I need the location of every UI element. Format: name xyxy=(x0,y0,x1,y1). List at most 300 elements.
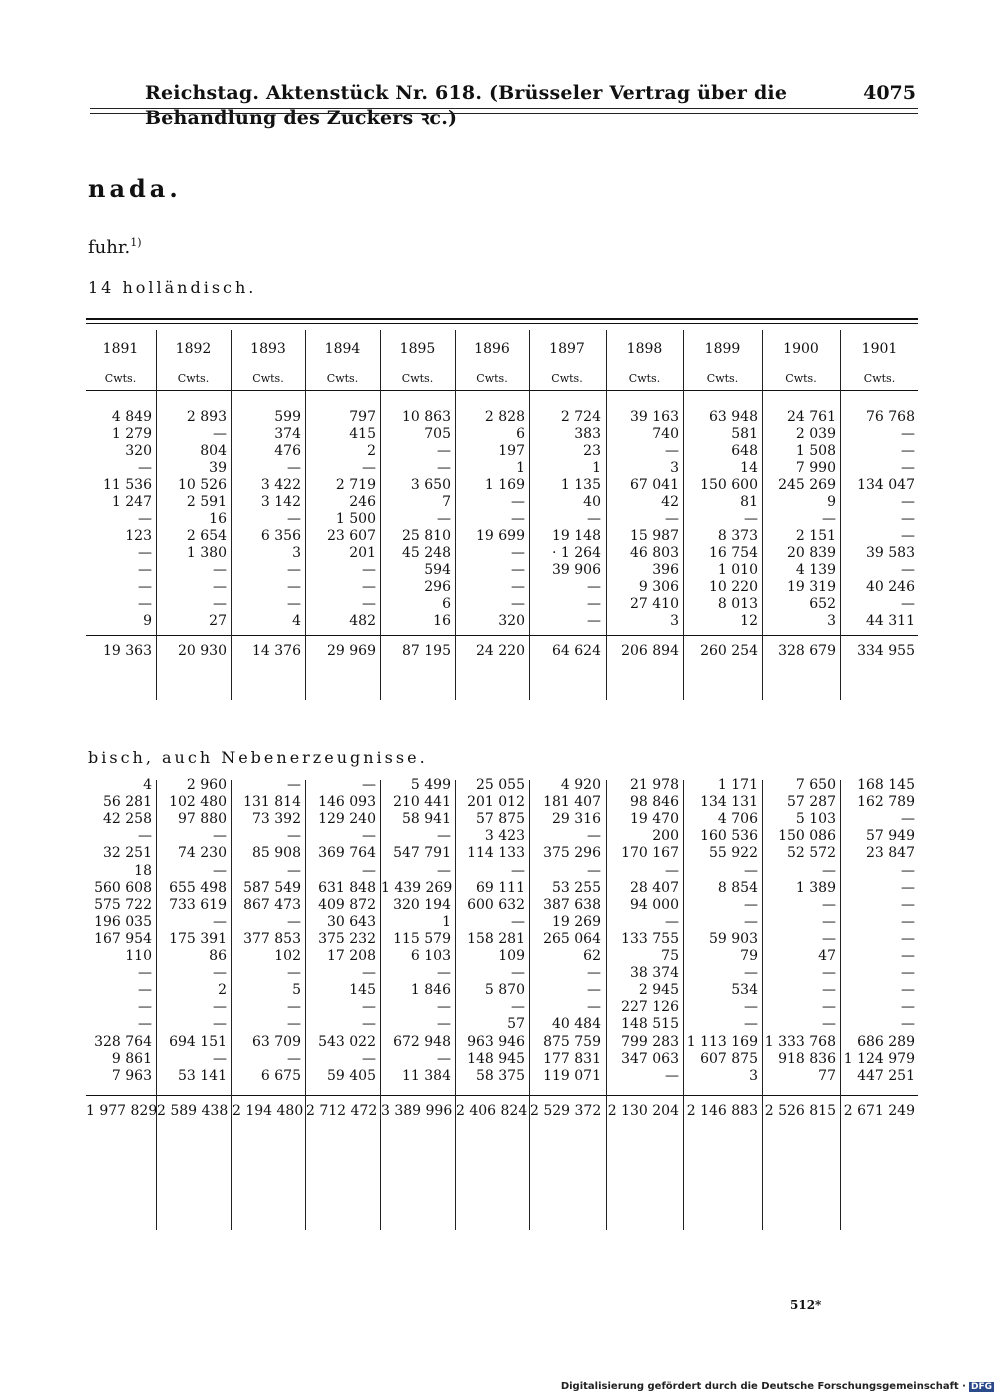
table-cell: 30 643 xyxy=(327,913,376,930)
total-cell: 14 376 xyxy=(252,643,301,659)
table-cell: — xyxy=(587,579,601,595)
table-cell: 119 071 xyxy=(543,1067,601,1084)
table-cell: 42 xyxy=(661,494,679,510)
table-cell: 245 269 xyxy=(778,477,836,493)
unit-header: Cwts. xyxy=(177,372,210,385)
table-cell: 16 xyxy=(433,613,451,629)
table-cell: — xyxy=(587,511,601,527)
table-cell: 115 579 xyxy=(393,930,451,947)
table-cell: 11 536 xyxy=(103,477,152,493)
table-cell: 85 908 xyxy=(252,845,301,862)
table-cell: 27 410 xyxy=(630,596,679,612)
table-cell: — xyxy=(665,1067,679,1084)
table-cell: 145 xyxy=(349,982,376,999)
table-cell: 1 247 xyxy=(111,494,152,510)
table-header-rule xyxy=(86,390,918,391)
table-cell: 40 484 xyxy=(552,1016,601,1033)
table-cell: 69 111 xyxy=(476,879,525,896)
table-cell: — xyxy=(587,965,601,982)
table-cell: 631 848 xyxy=(318,879,376,896)
table-cell: — xyxy=(901,460,915,476)
table-cell: 97 880 xyxy=(178,811,227,828)
table-cell: 396 xyxy=(652,562,679,578)
table-cell: 587 549 xyxy=(243,879,301,896)
table-cell: 265 064 xyxy=(543,930,601,947)
table-cell: 77 xyxy=(818,1067,836,1084)
table-cell: 4 920 xyxy=(560,777,601,793)
table-cell: 57 xyxy=(507,1016,525,1033)
header-rule xyxy=(90,113,918,114)
table-cell: — xyxy=(511,913,525,930)
table-cell: 39 906 xyxy=(552,562,601,578)
total-cell: 328 679 xyxy=(778,643,836,659)
table-cell: 19 319 xyxy=(787,579,836,595)
table-cell: — xyxy=(901,494,915,510)
table-cell: — xyxy=(437,1016,451,1033)
unit-header: Cwts. xyxy=(326,372,359,385)
table-cell: 415 xyxy=(349,426,376,442)
table-cell: 2 xyxy=(367,443,376,459)
table-cell: — xyxy=(287,828,301,845)
table-cell: 2 xyxy=(218,982,227,999)
table-cell: 45 248 xyxy=(402,545,451,561)
table-cell: 1 380 xyxy=(186,545,227,561)
table-cell: 6 356 xyxy=(260,528,301,544)
table-cell: 62 xyxy=(583,948,601,964)
table-cell: — xyxy=(511,545,525,561)
total-cell: 2 529 372 xyxy=(530,1103,602,1119)
total-cell: 19 363 xyxy=(103,643,152,659)
total-cell: 2 589 438 xyxy=(157,1103,229,1119)
table-cell: 73 392 xyxy=(252,811,301,828)
unit-header: Cwts. xyxy=(628,372,661,385)
table-cell: — xyxy=(901,811,915,828)
total-cell: 29 969 xyxy=(327,643,376,659)
table-cell: 1 439 269 xyxy=(381,879,453,896)
table-cell: 14 xyxy=(740,460,758,476)
table-cell: 19 699 xyxy=(476,528,525,544)
table-cell: — xyxy=(744,862,758,879)
total-cell: 2 194 480 xyxy=(232,1103,304,1119)
year-header: 1892 xyxy=(175,341,212,357)
table-cell: 963 946 xyxy=(467,1033,525,1050)
table-cell: — xyxy=(665,913,679,930)
table-cell: 733 619 xyxy=(169,896,227,913)
table-cell: — xyxy=(744,999,758,1016)
table-cell: — xyxy=(511,965,525,982)
year-header: 1893 xyxy=(250,341,286,357)
table-cell: 57 287 xyxy=(787,794,836,811)
table-cell: — xyxy=(213,1016,227,1033)
table-cell: — xyxy=(744,913,758,930)
table-top-rule xyxy=(86,318,918,320)
table-cell: 110 xyxy=(125,948,152,964)
table-cell: 476 xyxy=(274,443,301,459)
table-cell: 2 654 xyxy=(186,528,227,544)
table-cell: 10 220 xyxy=(709,579,758,595)
table-cell: 75 xyxy=(661,948,679,964)
table-cell: — xyxy=(822,1016,836,1033)
table-cell: — xyxy=(822,999,836,1016)
table-cell: 196 035 xyxy=(94,913,152,930)
table-cell: 2 828 xyxy=(484,409,525,425)
table-cell: — xyxy=(511,494,525,510)
table-cell: 170 167 xyxy=(621,845,679,862)
table-cell: — xyxy=(901,562,915,578)
table-cell: 1 169 xyxy=(484,477,525,493)
table-cell: 534 xyxy=(731,982,758,999)
subtitle-text: fuhr. xyxy=(88,237,131,258)
table-cell: 5 xyxy=(292,982,301,999)
table-cell: — xyxy=(901,896,915,913)
table-cell: — xyxy=(511,511,525,527)
table-cell: — xyxy=(138,982,152,999)
total-cell: 2 712 472 xyxy=(306,1103,378,1119)
table-cell: — xyxy=(213,999,227,1016)
table-cell: — xyxy=(287,511,301,527)
table-cell: 63 948 xyxy=(709,409,758,425)
year-header: 1894 xyxy=(324,341,361,357)
section-title-fragment: nada. xyxy=(88,174,182,203)
table-cell: 129 240 xyxy=(318,811,376,828)
table-cell: 74 230 xyxy=(178,845,227,862)
table-cell: 543 022 xyxy=(318,1033,376,1050)
footnote-marker: 1) xyxy=(130,236,142,249)
table-cell: 2 960 xyxy=(186,777,227,793)
total-cell: 2 130 204 xyxy=(607,1103,679,1119)
table-cell: 1 xyxy=(442,913,451,930)
table-cell: — xyxy=(213,426,227,442)
table-cell: 3 423 xyxy=(484,828,525,845)
table-cell: 296 xyxy=(424,579,451,595)
table-cell: 175 391 xyxy=(169,930,227,947)
table-cell: 102 480 xyxy=(169,794,227,811)
table-cell: 383 xyxy=(574,426,601,442)
year-header: 1897 xyxy=(549,341,585,357)
table-cell: 7 990 xyxy=(795,460,836,476)
table-cell: 705 xyxy=(424,426,451,442)
table-cell: 320 194 xyxy=(393,896,451,913)
table-cell: 134 131 xyxy=(700,794,758,811)
unit-header: Cwts. xyxy=(551,372,583,385)
table-cell: 133 755 xyxy=(621,930,679,947)
table-cell: 114 133 xyxy=(467,845,525,862)
table-cell: — xyxy=(437,443,451,459)
table-cell: 6 xyxy=(442,596,451,612)
table-cell: 44 311 xyxy=(866,613,915,629)
table-cell: 867 473 xyxy=(243,896,301,913)
table-cell: 7 963 xyxy=(111,1067,152,1084)
table-cell: 3 650 xyxy=(410,477,451,493)
table-cell: 15 987 xyxy=(630,528,679,544)
table-cell: 8 013 xyxy=(717,596,758,612)
table-cell: 23 847 xyxy=(866,845,915,862)
table-cell: — xyxy=(901,913,915,930)
section1-total-rule xyxy=(86,635,918,636)
table-cell: — xyxy=(362,828,376,845)
table-cell: 328 764 xyxy=(94,1033,152,1050)
section2-heading: bisch, auch Nebenerzeugnisse. xyxy=(88,748,428,767)
table-cell: 53 141 xyxy=(178,1067,227,1084)
table-cell: — xyxy=(511,999,525,1016)
table-cell: 1 389 xyxy=(795,879,836,896)
section2-total-rule xyxy=(86,1095,918,1096)
total-cell: 3 389 996 xyxy=(381,1103,453,1119)
table-cell: — xyxy=(437,828,451,845)
table-cell: — xyxy=(744,1016,758,1033)
table-cell: — xyxy=(901,965,915,982)
table-cell: 17 208 xyxy=(327,948,376,964)
table-cell: 4 xyxy=(292,613,301,629)
table-cell: — xyxy=(437,511,451,527)
table-cell: — xyxy=(901,879,915,896)
table-cell: — xyxy=(362,460,376,476)
table-cell: 158 281 xyxy=(467,930,525,947)
table-cell: 57 949 xyxy=(866,828,915,845)
table-cell: — xyxy=(587,982,601,999)
table-cell: 11 384 xyxy=(402,1067,451,1084)
table-cell: — xyxy=(138,579,152,595)
table-cell: 63 709 xyxy=(252,1033,301,1050)
table-cell: 46 803 xyxy=(630,545,679,561)
table-cell: — xyxy=(901,511,915,527)
table-cell: — xyxy=(511,596,525,612)
table-cell: — xyxy=(665,511,679,527)
table-cell: — xyxy=(287,777,301,793)
table-cell: 134 047 xyxy=(857,477,915,493)
table-cell: 29 316 xyxy=(552,811,601,828)
table-cell: 375 296 xyxy=(543,845,601,862)
table-cell: — xyxy=(287,965,301,982)
table-cell: 320 xyxy=(498,613,525,629)
table-cell: — xyxy=(287,460,301,476)
table-cell: — xyxy=(901,948,915,964)
table-cell: — xyxy=(287,1050,301,1067)
table-cell: 58 941 xyxy=(402,811,451,828)
table-cell: 79 xyxy=(740,948,758,964)
signature-mark: 512* xyxy=(790,1298,822,1312)
table-cell: 25 810 xyxy=(402,528,451,544)
table-cell: 387 638 xyxy=(543,896,601,913)
table-cell: — xyxy=(744,965,758,982)
table-cell: 607 875 xyxy=(700,1050,758,1067)
table-cell: — xyxy=(511,862,525,879)
table-cell: 594 xyxy=(424,562,451,578)
table-cell: 9 306 xyxy=(638,579,679,595)
table-cell: — xyxy=(437,460,451,476)
table-cell: 6 103 xyxy=(410,948,451,964)
year-header: 1898 xyxy=(626,341,663,357)
table-cell: — xyxy=(287,1016,301,1033)
table-cell: — xyxy=(287,862,301,879)
table-cell: — xyxy=(587,999,601,1016)
table-cell: — xyxy=(437,1050,451,1067)
table-cell: 1 xyxy=(516,460,525,476)
table-cell: 200 xyxy=(652,828,679,845)
table-cell: — xyxy=(901,443,915,459)
table-cell: 32 251 xyxy=(103,845,152,862)
table-cell: 55 922 xyxy=(709,845,758,862)
table-cell: 19 269 xyxy=(552,913,601,930)
total-cell: 2 671 249 xyxy=(843,1103,915,1119)
table-cell: 447 251 xyxy=(857,1067,915,1084)
table-cell: 40 246 xyxy=(866,579,915,595)
table-cell: 600 632 xyxy=(467,896,525,913)
table-cell: 160 536 xyxy=(700,828,758,845)
header-page-number: 4075 xyxy=(863,82,916,104)
table-cell: — xyxy=(213,965,227,982)
table-cell: 181 407 xyxy=(543,794,601,811)
table-cell: 377 853 xyxy=(243,930,301,947)
total-cell: 24 220 xyxy=(476,643,525,659)
page-header xyxy=(90,78,918,129)
table-cell: — xyxy=(822,965,836,982)
table-cell: — xyxy=(287,579,301,595)
table-cell: 375 232 xyxy=(318,930,376,947)
table-cell: — xyxy=(744,896,758,913)
table-cell: 148 515 xyxy=(621,1016,679,1033)
table-cell: 3 142 xyxy=(260,494,301,510)
table-cell: 19 470 xyxy=(630,811,679,828)
table-cell: 6 xyxy=(516,426,525,442)
table-cell: — xyxy=(511,579,525,595)
table-cell: 1 171 xyxy=(717,777,758,793)
table-cell: 146 093 xyxy=(318,794,376,811)
total-cell: 206 894 xyxy=(621,643,679,659)
table-cell: 76 768 xyxy=(866,409,915,425)
table-cell: 1 113 169 xyxy=(686,1033,758,1050)
table-cell: — xyxy=(665,443,679,459)
table-cell: 1 010 xyxy=(717,562,758,578)
table-cell: — xyxy=(822,930,836,947)
table-cell: 9 861 xyxy=(111,1050,152,1067)
table-cell: 581 xyxy=(731,426,758,442)
section1-heading: 14 holländisch. xyxy=(88,278,257,297)
table-cell: 2 724 xyxy=(560,409,601,425)
table-cell: 16 754 xyxy=(709,545,758,561)
table-cell: 201 012 xyxy=(467,794,525,811)
table-cell: — xyxy=(362,999,376,1016)
table-cell: — xyxy=(213,1050,227,1067)
table-cell: — xyxy=(587,828,601,845)
table-cell: 47 xyxy=(818,948,836,964)
table-cell: 694 151 xyxy=(169,1033,227,1050)
unit-header: Cwts. xyxy=(252,372,284,385)
table-cell: — xyxy=(901,426,915,442)
table-cell: — xyxy=(213,862,227,879)
table-cell: 1 279 xyxy=(111,426,152,442)
table-cell: 655 498 xyxy=(169,879,227,896)
table-cell: — xyxy=(213,579,227,595)
table-cell: — xyxy=(213,562,227,578)
table-cell: 150 600 xyxy=(700,477,758,493)
table-cell: — xyxy=(138,965,152,982)
table-cell: 39 583 xyxy=(866,545,915,561)
table-cell: 5 103 xyxy=(795,811,836,828)
table-cell: 2 039 xyxy=(795,426,836,442)
table-cell: 210 441 xyxy=(393,794,451,811)
table-cell: 94 000 xyxy=(630,896,679,913)
table-cell: 799 283 xyxy=(621,1033,679,1050)
table-cell: 81 xyxy=(740,494,758,510)
table-cell: — xyxy=(362,862,376,879)
table-cell: 4 139 xyxy=(795,562,836,578)
table-cell: 28 407 xyxy=(630,879,679,896)
table-cell: 9 xyxy=(143,613,152,629)
subtitle-fragment xyxy=(88,236,142,258)
table-cell: — xyxy=(901,999,915,1016)
table-cell: 3 422 xyxy=(260,477,301,493)
table-cell: 1 135 xyxy=(560,477,601,493)
table-cell: 3 xyxy=(749,1067,758,1084)
table-cell: — xyxy=(213,828,227,845)
table-cell: — xyxy=(822,862,836,879)
table-cell: 2 945 xyxy=(638,982,679,999)
table-cell: 23 607 xyxy=(327,528,376,544)
table-cell: 1 333 768 xyxy=(764,1033,836,1050)
table-cell: — xyxy=(362,777,376,793)
table-cell: 2 151 xyxy=(795,528,836,544)
table-cell: 227 126 xyxy=(621,999,679,1016)
table-cell: 24 761 xyxy=(787,409,836,425)
table-cell: 482 xyxy=(349,613,376,629)
table-cell: — xyxy=(901,1016,915,1033)
table-cell: 672 948 xyxy=(393,1033,451,1050)
table-cell: 2 591 xyxy=(186,494,227,510)
table-cell: 201 xyxy=(349,545,376,561)
table-cell: · 1 264 xyxy=(552,545,601,561)
table-cell: — xyxy=(287,913,301,930)
table-cell: 3 xyxy=(670,613,679,629)
table-cell: 98 846 xyxy=(630,794,679,811)
table-cell: — xyxy=(287,596,301,612)
table-cell: 740 xyxy=(652,426,679,442)
year-header: 1891 xyxy=(102,341,139,357)
table-cell: 409 872 xyxy=(318,896,376,913)
table-cell: 38 374 xyxy=(630,965,679,982)
table-cell: — xyxy=(822,896,836,913)
year-header: 1900 xyxy=(783,341,819,357)
table-cell: 56 281 xyxy=(103,794,152,811)
table-cell: 197 xyxy=(498,443,525,459)
table-cell: 560 608 xyxy=(94,879,152,896)
table-cell: 167 954 xyxy=(94,930,152,947)
total-cell: 1 977 829 xyxy=(86,1103,158,1119)
table-cell: 10 526 xyxy=(178,477,227,493)
table-cell: 3 xyxy=(670,460,679,476)
table-cell: 25 055 xyxy=(476,777,525,793)
table-cell: 131 814 xyxy=(243,794,301,811)
table-cell: 67 041 xyxy=(630,477,679,493)
table-cell: — xyxy=(287,999,301,1016)
table-cell: 652 xyxy=(809,596,836,612)
table-cell: 10 863 xyxy=(402,409,451,425)
table-cell: 369 764 xyxy=(318,845,376,862)
total-cell: 334 955 xyxy=(857,643,915,659)
table-cell: 8 854 xyxy=(717,879,758,896)
unit-header: Cwts. xyxy=(104,372,137,385)
table-cell: 123 xyxy=(125,528,152,544)
total-cell: 64 624 xyxy=(552,643,601,659)
table-cell: — xyxy=(213,596,227,612)
table-cell: 162 789 xyxy=(857,794,915,811)
table-cell: — xyxy=(901,596,915,612)
table-cell: 374 xyxy=(274,426,301,442)
table-cell: — xyxy=(587,862,601,879)
table-cell: 246 xyxy=(349,494,376,510)
unit-header: Cwts. xyxy=(706,372,739,385)
table-cell: — xyxy=(138,596,152,612)
